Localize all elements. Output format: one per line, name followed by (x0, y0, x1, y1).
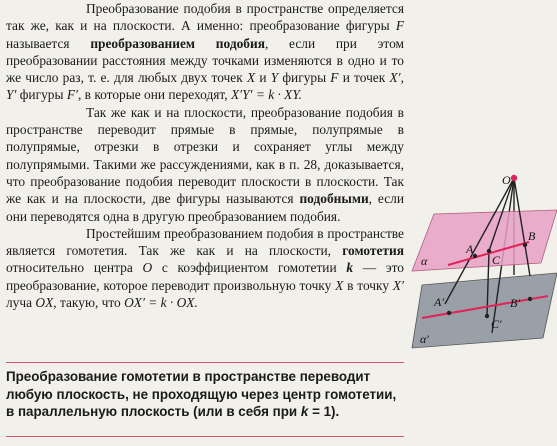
math-var: Y (270, 70, 279, 86)
point-c-prime (485, 314, 489, 318)
math-var: X (335, 277, 344, 293)
text-run: фигуры (282, 70, 327, 86)
plane-alpha-prime (412, 273, 557, 348)
point-b (523, 243, 527, 247)
label-alpha-prime: α′ (420, 332, 429, 346)
math-var: OX (35, 295, 54, 311)
term-bold: преобразованием подобия (90, 35, 265, 51)
text-run: Преобразование подобия в пространстве определяется так же, как и на плоскости. А именно: преобразование фигуры (6, 1, 404, 34)
label-b: B (528, 229, 536, 243)
theorem-text: Преобразование гомотетии в пространстве переводит любую плоскость, не проходящую через центр гомотетии, в параллельную плоскость (или в себя при (6, 369, 397, 419)
homothety-figure (408, 168, 557, 360)
text-run: , если при этом преобразовании расстояния между точками изменяются в одно и то же число раз, т. е. для любых двух точек (6, 35, 404, 86)
theorem-text: = 1). (312, 404, 340, 419)
point-a-prime (447, 311, 451, 315)
point-o (511, 175, 517, 181)
formula: X′Y′ = k · XY. (230, 87, 302, 103)
label-b-prime: B′ (510, 296, 520, 310)
paragraph-definition (6, 0, 404, 104)
math-var: X′ (392, 277, 404, 293)
label-alpha: α (421, 254, 428, 268)
divider-bottom (6, 436, 404, 437)
math-var: F′ (66, 87, 78, 103)
text-run: , в которые они переходят, (77, 87, 228, 103)
point-b-prime (528, 297, 532, 301)
math-var: k (346, 260, 354, 276)
theorem-box (6, 368, 406, 421)
text-run: — это преобразование, которое переводит произвольную точку (6, 260, 404, 293)
text-run: с коэффициентом гомотетии (161, 260, 337, 276)
label-a-prime: A′ (434, 295, 444, 309)
text-run: называется (6, 35, 70, 51)
paragraph-homothety (6, 225, 404, 311)
math-var: k (300, 404, 309, 419)
point-a (473, 254, 477, 258)
point-c (487, 249, 491, 253)
text-run: относительно центра (6, 260, 133, 276)
text-run: и точек (342, 70, 386, 86)
label-o: O (502, 173, 511, 187)
label-a: A (466, 242, 474, 256)
label-c-prime: C′ (491, 317, 502, 331)
term-bold: подобными (299, 191, 369, 207)
math-var: F (330, 70, 339, 86)
text-run: в точку (347, 277, 390, 293)
text-run: луча (6, 295, 33, 311)
main-text (6, 0, 404, 311)
formula: OX′ = k · OX. (124, 295, 198, 311)
paragraph-properties (6, 104, 404, 225)
text-run: , такую, что (53, 295, 121, 311)
divider-top (6, 362, 404, 363)
term-bold: гомотетия (342, 243, 404, 259)
text-run: и (259, 70, 267, 86)
math-var: O (142, 260, 153, 276)
text-run: Простейшим преобразованием подобия в пространстве является гомотетия. Так же как и на плоскости, (6, 225, 404, 259)
math-var: X′, Y′ (6, 70, 404, 103)
math-var: F (395, 18, 404, 34)
text-run: , если они переводятся одна в другую преобразованием подобия. (6, 191, 404, 224)
math-var: X (246, 70, 256, 86)
label-c: C (492, 253, 501, 267)
text-run: Так же как и на плоскости, преобразование подобия в пространстве переводит прямые в прямые, полупрямые в полупрямые, отрезки в отрезки и сохраняет углы между полупрямыми. Такими же рассуждениями, как в п. 28, доказывается, что преобразование подобия переводит плоскости в плоскости. Так же как и на плоскости, две фигуры называются (6, 104, 404, 207)
text-run: фигуры (19, 87, 64, 103)
